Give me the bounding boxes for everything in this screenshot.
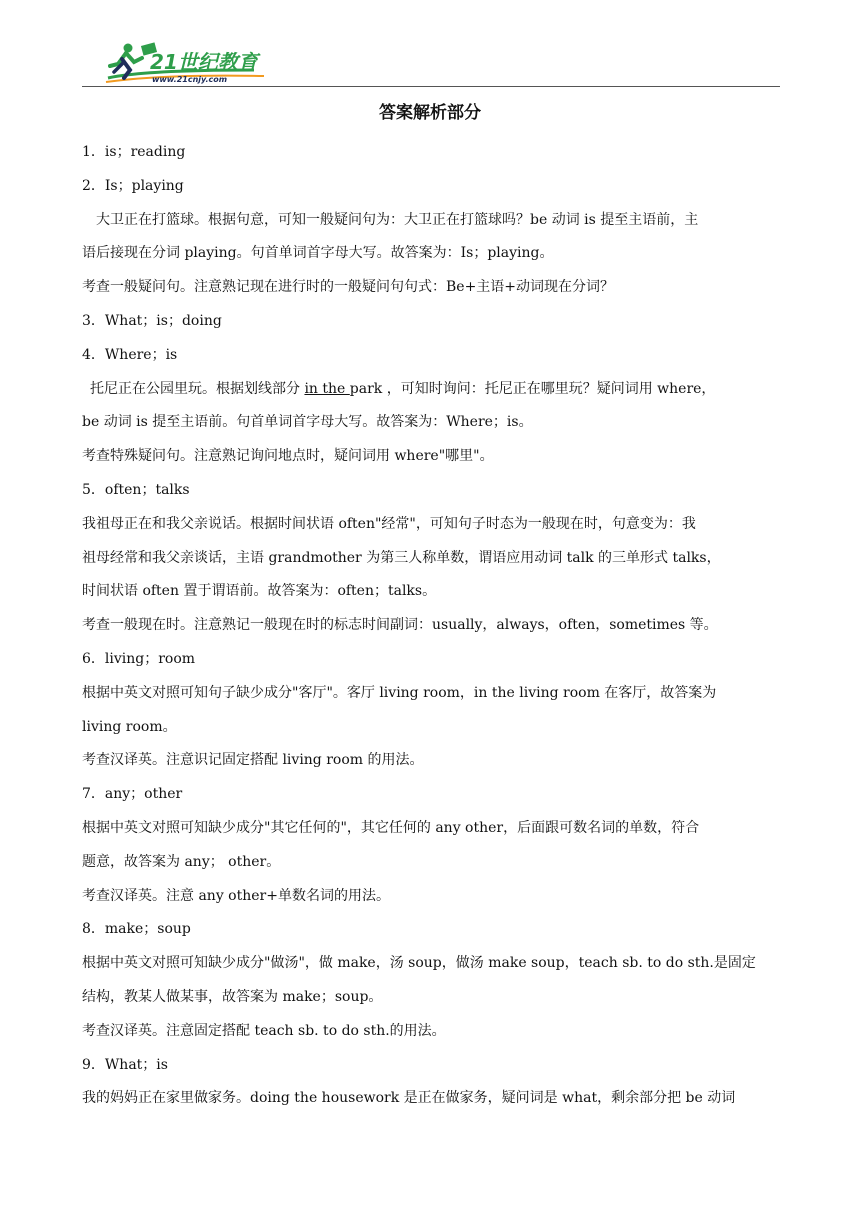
tip-7: 考查汉译英。注意 any other+单数名词的用法。 xyxy=(82,887,390,904)
answer-7: 7．any；other xyxy=(82,786,183,803)
explanation-7-line2: 题意，故答案为 any； other。 xyxy=(82,853,281,870)
answer-9: 9．What；is xyxy=(82,1056,168,1073)
explanation-6-line1: 根据中英文对照可知句子缺少成分"客厅"。客厅 living room，in the living room 在客厅，故答案为 xyxy=(82,684,717,701)
explanation-4-text-b: park ，可知时询问：托尼正在哪里玩？疑问词用 where， xyxy=(349,380,716,397)
svg-text:21世纪教育: 21世纪教育 xyxy=(150,50,258,74)
answer-6: 6．living；room xyxy=(82,650,196,667)
explanation-6-line2: living room。 xyxy=(82,718,177,735)
tip-4: 考查特殊疑问句。注意熟记询问地点时，疑问词用 where"哪里"。 xyxy=(82,448,494,465)
svg-text:www.21cnjy.com: www.21cnjy.com xyxy=(152,75,228,84)
explanation-8-line2: 结构，教某人做某事，故答案为 make；soup。 xyxy=(82,988,383,1005)
tip-5: 考查一般现在时。注意熟记一般现在时的标志时间副词：usually，always，often，sometimes 等。 xyxy=(82,617,718,634)
runner-logo-icon xyxy=(104,40,284,86)
tip-8: 考查汉译英。注意固定搭配 teach sb. to do sth.的用法。 xyxy=(82,1022,446,1039)
explanation-4-line2: be 动词 is 提至主语前。句首单词首字母大写。故答案为：Where；is。 xyxy=(82,414,533,431)
page-title: 答案解析部分 xyxy=(379,103,481,123)
answer-1: 1．is；reading xyxy=(82,144,186,160)
explanation-2-line2: 语后接现在分词 playing。句首单词首字母大写。故答案为：Is；playing。 xyxy=(82,245,554,262)
explanation-9-line1: 我的妈妈正在家里做家务。doing the housework 是正在做家务，疑问词是 what，剩余部分把 be 动词 xyxy=(82,1090,736,1107)
explanation-5-line2: 祖母经常和我父亲谈话，主语 grandmother 为第三人称单数，谓语应用动词 talk 的三单形式 talks， xyxy=(82,549,721,566)
header-rule xyxy=(82,86,780,87)
explanation-2-line1: 大卫正在打篮球。根据句意，可知一般疑问句为：大卫正在打篮球吗？be 动词 is 提至主语前，主 xyxy=(96,211,699,228)
tip-2: 考查一般疑问句。注意熟记现在进行时的一般疑问句句式：Be+主语+动词现在分词？ xyxy=(82,279,615,296)
explanation-5-line1: 我祖母正在和我父亲说话。根据时间状语 often"经常"，可知句子时态为一般现在时，句意变为：我 xyxy=(82,515,696,532)
explanation-4-text-a: 托尼正在公园里玩。根据划线部分 xyxy=(90,380,305,397)
answer-8: 8．make；soup xyxy=(82,921,191,938)
page-header xyxy=(0,0,860,90)
explanation-8-line1: 根据中英文对照可知缺少成分"做汤"，做 make，汤 soup，做汤 make soup，teach sb. to do sth.是固定 xyxy=(82,955,756,972)
explanation-5-line3: 时间状语 often 置于谓语前。故答案为：often；talks。 xyxy=(82,583,437,600)
answer-5: 5．often；talks xyxy=(82,481,190,498)
logo xyxy=(104,40,284,86)
explanation-4-line1 xyxy=(82,373,772,407)
underlined-phrase: in the xyxy=(304,380,350,397)
answer-body xyxy=(82,136,772,1116)
answer-3: 3．What；is；doing xyxy=(82,312,222,329)
explanation-7-line1: 根据中英文对照可知缺少成分"其它任何的"，其它任何的 any other，后面跟可数名词的单数，符合 xyxy=(82,819,700,836)
tip-6: 考查汉译英。注意识记固定搭配 living room 的用法。 xyxy=(82,752,424,769)
answer-2: 2．Is；playing xyxy=(82,177,184,194)
answer-4: 4．Where；is xyxy=(82,346,178,363)
